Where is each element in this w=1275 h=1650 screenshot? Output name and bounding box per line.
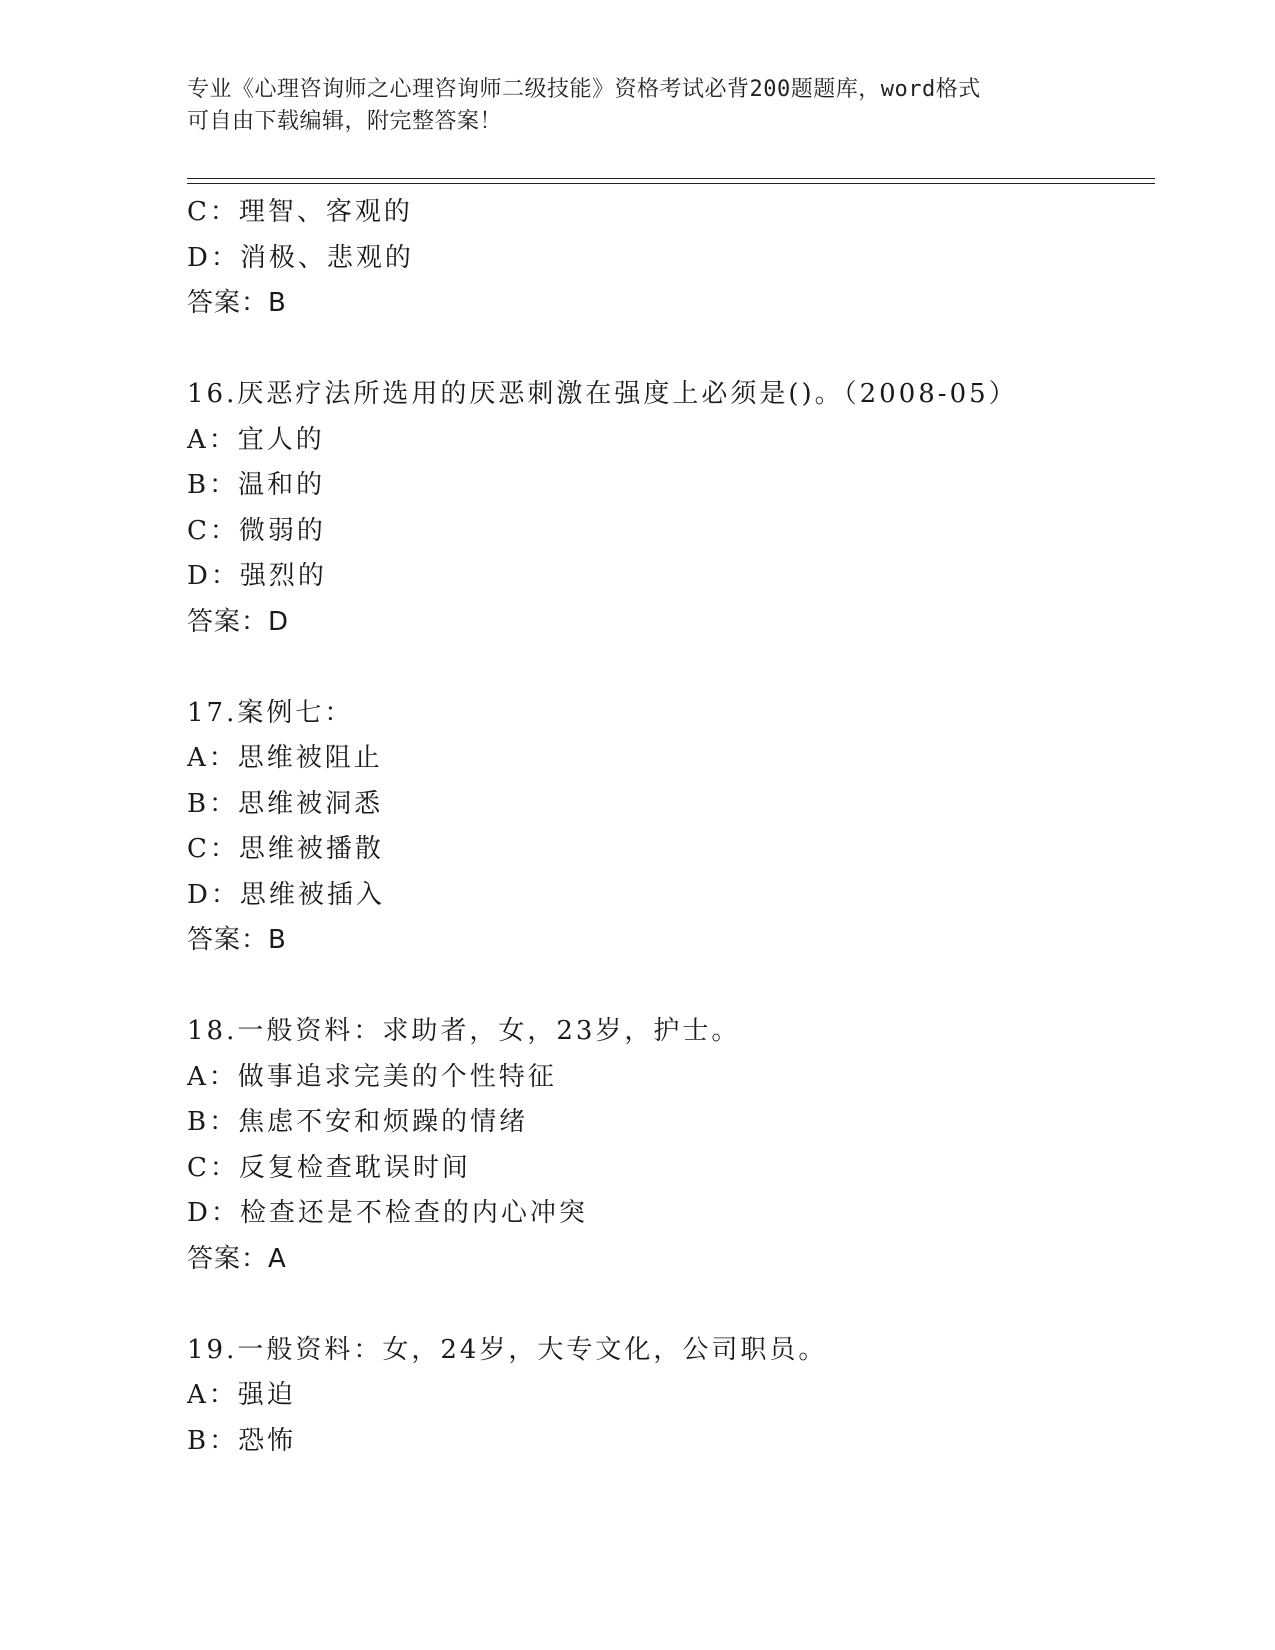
- option-a: A：宜人的: [187, 424, 325, 455]
- option-b: B：思维被洞悉: [187, 788, 384, 819]
- question-15-tail: [187, 190, 1155, 327]
- option-d: D：强烈的: [187, 561, 327, 591]
- question-text: 18.一般资料：求助者，女，23岁，护士。: [187, 1016, 741, 1046]
- question-text: 16.厌恶疗法所选用的厌恶刺激在强度上必须是()。（2008-05）: [187, 379, 1018, 409]
- option-c: C：思维被播散: [187, 834, 384, 864]
- spacer: [187, 964, 1155, 1010]
- header-divider-bottom: [187, 183, 1155, 184]
- header-line-1: 专业《心理咨询师之心理咨询师二级技能》资格考试必背200题题库，word格式: [187, 77, 981, 102]
- option-b: B：恐怖: [187, 1425, 297, 1456]
- option-c: C：反复检查耽误时间: [187, 1152, 471, 1183]
- option-c: C：微弱的: [187, 515, 326, 546]
- answer-line: 答案：B: [187, 925, 287, 955]
- option-a: A：思维被阻止: [187, 743, 383, 773]
- option-a: A：强迫: [187, 1380, 296, 1410]
- document-header: [187, 74, 1087, 138]
- spacer: [187, 1282, 1155, 1328]
- question-16: [187, 372, 1155, 645]
- option-d: D：思维被插入: [187, 879, 385, 910]
- header-line-2: 可自由下载编辑，附完整答案！: [187, 109, 503, 134]
- spacer: [187, 327, 1155, 373]
- question-text: 17.案例七：: [187, 697, 354, 728]
- question-18: [187, 1009, 1155, 1282]
- option-c: C：理智、客观的: [187, 197, 413, 227]
- option-b: B：焦虑不安和烦躁的情绪: [187, 1107, 529, 1137]
- answer-line: 答案：A: [187, 1243, 287, 1274]
- question-19: [187, 1328, 1155, 1465]
- answer-line: 答案：D: [187, 606, 290, 637]
- answer-line: 答案：B: [187, 288, 287, 318]
- question-list: [187, 190, 1155, 1464]
- header-divider-top: [187, 178, 1155, 179]
- option-d: D：检查还是不检查的内心冲突: [187, 1198, 588, 1228]
- question-text: 19.一般资料：女，24岁，大专文化，公司职员。: [187, 1334, 828, 1365]
- option-d: D：消极、悲观的: [187, 242, 414, 273]
- question-17: [187, 691, 1155, 964]
- option-a: A：做事追求完美的个性特征: [187, 1061, 557, 1092]
- option-b: B：温和的: [187, 470, 326, 500]
- spacer: [187, 645, 1155, 691]
